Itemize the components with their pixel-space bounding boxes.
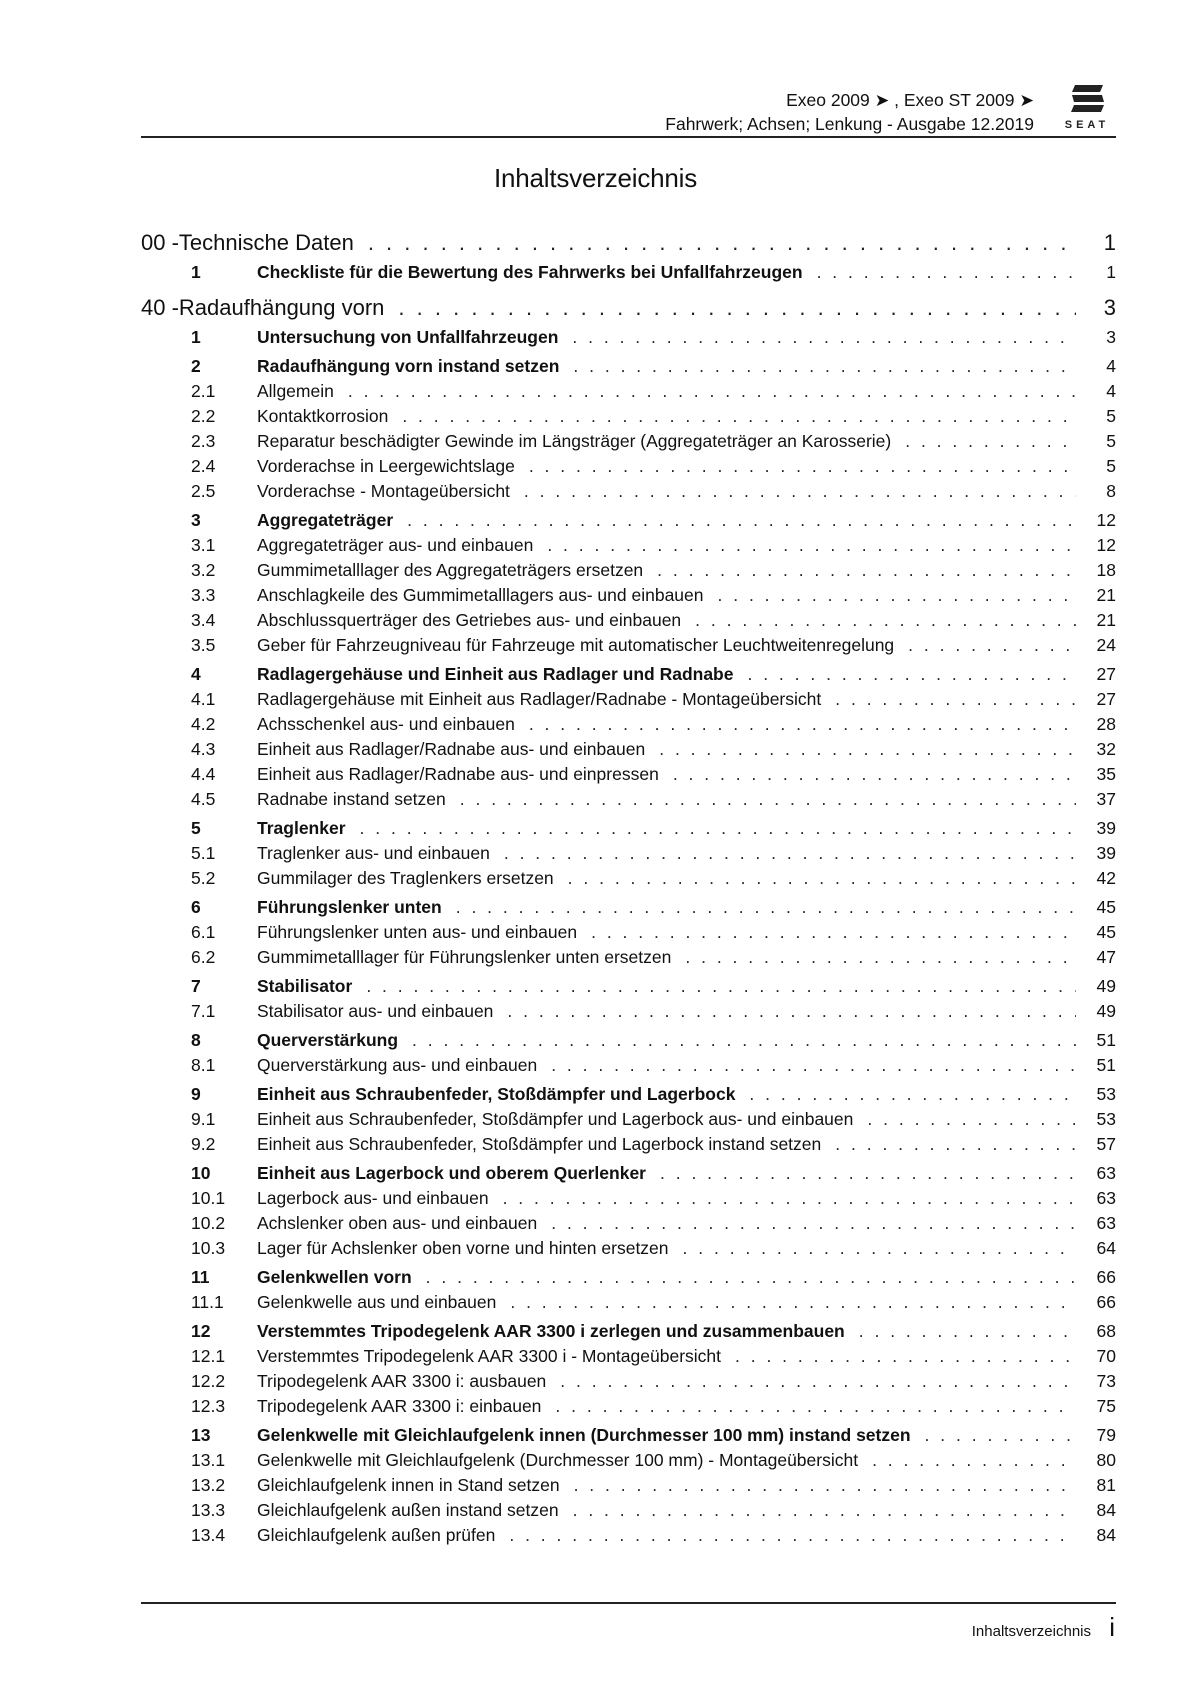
toc-entry-sub[interactable]: [141, 1134, 1116, 1159]
toc-entry-number: 4.1: [191, 689, 216, 709]
toc-entry-title: Gleichlaufgelenk außen instand setzen: [257, 1500, 559, 1520]
toc-entry-page: 84: [1096, 1500, 1116, 1520]
toc-entry-title: Gleichlaufgelenk außen prüfen: [257, 1525, 496, 1545]
toc-entry-chapter[interactable]: [141, 230, 1116, 260]
toc-entry-page: 35: [1096, 764, 1116, 784]
toc-entry-title: Führungslenker unten: [257, 897, 442, 917]
toc-entry-number: 4.5: [191, 789, 216, 809]
toc-entry-title: Radaufhängung vorn instand setzen: [257, 356, 560, 376]
toc-entry-title: Führungslenker unten aus- und einbauen: [257, 922, 578, 942]
toc-entry-title: Einheit aus Schraubenfeder, Stoßdämpfer und Lagerbock aus- und einbauen: [257, 1109, 854, 1129]
toc-entry-number: 40 -: [141, 295, 179, 320]
toc-entry-page: 49: [1096, 976, 1116, 996]
toc-entry-title: Gummilager des Traglenkers ersetzen: [257, 868, 554, 888]
toc-entry-sub[interactable]: [141, 764, 1116, 789]
toc-entry-number: 9.2: [191, 1134, 216, 1154]
toc-entry-section[interactable]: [141, 510, 1116, 535]
logo-text: SEAT: [1064, 119, 1110, 131]
toc-entry-sub[interactable]: [141, 1475, 1116, 1500]
header-manual-line: Fahrwerk; Achsen; Lenkung - Ausgabe 12.2019: [665, 114, 1034, 134]
toc-entry-sub[interactable]: [141, 868, 1116, 893]
table-of-contents: [141, 230, 1116, 1550]
toc-entry-sub[interactable]: [141, 689, 1116, 714]
toc-entry-page: 27: [1096, 664, 1116, 684]
toc-entry-number: 2.1: [191, 381, 216, 401]
toc-entry-section[interactable]: [141, 1030, 1116, 1055]
toc-entry-number: 12.3: [191, 1396, 226, 1416]
toc-entry-page: 53: [1096, 1109, 1116, 1129]
dot-leader: [460, 789, 1076, 810]
toc-entry-page: 73: [1096, 1371, 1116, 1391]
toc-entry-sub[interactable]: [141, 1001, 1116, 1026]
toc-entry-page: 51: [1096, 1030, 1116, 1050]
toc-entry-page: 66: [1096, 1267, 1116, 1287]
toc-entry-title: Untersuchung von Unfallfahrzeugen: [257, 327, 559, 347]
toc-entry-page: 37: [1096, 789, 1116, 809]
toc-entry-number: 12: [191, 1321, 211, 1341]
toc-entry-sub[interactable]: [141, 585, 1116, 610]
toc-entry-page: 42: [1096, 868, 1116, 888]
toc-entry-chapter[interactable]: [141, 295, 1116, 325]
dot-leader: [398, 295, 1076, 321]
dot-leader: [507, 1001, 1076, 1022]
toc-entry-title: Radlagergehäuse mit Einheit aus Radlager/Radnabe - Montageübersicht: [257, 689, 822, 709]
toc-entry-sub[interactable]: [141, 947, 1116, 972]
dot-leader: [407, 510, 1076, 531]
toc-entry-number: 9.1: [191, 1109, 216, 1129]
toc-entry-sub[interactable]: [141, 560, 1116, 585]
toc-entry-page: 66: [1096, 1292, 1116, 1312]
toc-entry-title: Verstemmtes Tripodegelenk AAR 3300 i zerlegen und zusammenbauen: [257, 1321, 845, 1341]
toc-entry-title: Gelenkwellen vorn: [257, 1267, 412, 1287]
toc-entry-number: 9: [191, 1084, 201, 1104]
toc-entry-number: 00 -: [141, 230, 179, 255]
toc-entry-page: 84: [1096, 1525, 1116, 1545]
toc-entry-title: Geber für Fahrzeugniveau für Fahrzeuge mit automatischer Leuchtweitenregelung: [257, 635, 895, 655]
dot-leader: [368, 230, 1076, 256]
toc-entry-title: Vorderachse in Leergewichtslage: [257, 456, 515, 476]
toc-entry-title: Traglenker aus- und einbauen: [257, 843, 490, 863]
toc-entry-page: 75: [1096, 1396, 1116, 1416]
toc-entry-title: Lager für Achslenker oben vorne und hinten ersetzen: [257, 1238, 669, 1258]
toc-entry-number: 8: [191, 1030, 201, 1050]
dot-leader: [905, 431, 1076, 452]
toc-entry-sub[interactable]: [141, 1525, 1116, 1550]
dot-leader: [749, 1084, 1076, 1105]
dot-leader: [925, 1425, 1076, 1446]
dot-leader: [360, 818, 1076, 839]
dot-leader: [547, 535, 1076, 556]
toc-entry-number: 10.2: [191, 1213, 226, 1233]
toc-entry-page: 28: [1096, 714, 1116, 734]
toc-entry-title: Technische Daten: [178, 230, 354, 255]
toc-entry-number: 3.1: [191, 535, 216, 555]
dot-leader: [551, 1055, 1076, 1076]
toc-entry-page: 51: [1096, 1055, 1116, 1075]
toc-entry-title: Gelenkwelle mit Gleichlaufgelenk (Durchmesser 100 mm) - Montageübersicht: [257, 1450, 859, 1470]
dot-leader: [573, 356, 1076, 377]
toc-entry-number: 2.4: [191, 456, 216, 476]
dot-leader: [529, 456, 1076, 477]
toc-entry-title: Achslenker oben aus- und einbauen: [257, 1213, 538, 1233]
toc-entry-page: 4: [1106, 356, 1116, 376]
dot-leader: [510, 1292, 1076, 1313]
toc-entry-number: 1: [191, 262, 201, 282]
toc-entry-section[interactable]: [141, 327, 1116, 352]
toc-entry-title: Tripodegelenk AAR 3300 i: einbauen: [257, 1396, 542, 1416]
toc-entry-sub[interactable]: [141, 635, 1116, 660]
toc-entry-page: 5: [1106, 406, 1116, 426]
toc-entry-page: 64: [1096, 1238, 1116, 1258]
dot-leader: [555, 1396, 1076, 1417]
toc-entry-sub[interactable]: [141, 1450, 1116, 1475]
toc-entry-title: Einheit aus Schraubenfeder, Stoßdämpfer und Lagerbock: [257, 1084, 736, 1104]
toc-entry-sub[interactable]: [141, 922, 1116, 947]
toc-entry-title: Gummimetalllager des Aggregateträgers ersetzen: [257, 560, 644, 580]
toc-entry-sub[interactable]: [141, 1055, 1116, 1080]
dot-leader: [835, 1134, 1076, 1155]
toc-entry-page: 24: [1096, 635, 1116, 655]
toc-entry-sub[interactable]: [141, 1371, 1116, 1396]
toc-entry-number: 2.3: [191, 431, 216, 451]
dot-leader: [673, 764, 1076, 785]
toc-entry-number: 1: [191, 327, 201, 347]
toc-entry-page: 1: [1106, 262, 1116, 282]
toc-entry-sub[interactable]: [141, 1396, 1116, 1421]
dot-leader: [685, 947, 1076, 968]
header-text: [665, 88, 1034, 136]
toc-entry-page: 79: [1096, 1425, 1116, 1445]
toc-entry-title: Aggregateträger aus- und einbauen: [257, 535, 534, 555]
toc-entry-number: 6: [191, 897, 201, 917]
toc-entry-title: Abschlussquerträger des Getriebes aus- und einbauen: [257, 610, 682, 630]
toc-entry-number: 3: [191, 510, 201, 530]
toc-entry-page: 32: [1096, 739, 1116, 759]
toc-entry-title: Achsschenkel aus- und einbauen: [257, 714, 515, 734]
toc-entry-page: 5: [1106, 456, 1116, 476]
toc-entry-number: 7.1: [191, 1001, 216, 1021]
toc-entry-number: 11.1: [191, 1292, 224, 1312]
dot-leader: [735, 1346, 1076, 1367]
toc-entry-number: 5.1: [191, 843, 216, 863]
toc-entry-sub[interactable]: [141, 739, 1116, 764]
toc-entry-section[interactable]: [141, 976, 1116, 1001]
toc-entry-page: 39: [1096, 818, 1116, 838]
toc-entry-title: Gelenkwelle aus und einbauen: [257, 1292, 497, 1312]
toc-entry-title: Radlagergehäuse und Einheit aus Radlager und Radnabe: [257, 664, 734, 684]
toc-entry-title: Gelenkwelle mit Gleichlaufgelenk innen (Durchmesser 100 mm) instand setzen: [257, 1425, 911, 1445]
toc-entry-title: Einheit aus Radlager/Radnabe aus- und einpressen: [257, 764, 659, 784]
dot-leader: [524, 481, 1076, 502]
dot-leader: [867, 1109, 1076, 1130]
dot-leader: [551, 1213, 1076, 1234]
toc-entry-title: Reparatur beschädigter Gewinde im Längsträger (Aggregateträger an Karosserie): [257, 431, 892, 451]
toc-entry-page: 57: [1096, 1134, 1116, 1154]
toc-entry-sub[interactable]: [141, 1109, 1116, 1134]
dot-leader: [426, 1267, 1076, 1288]
toc-entry-sub[interactable]: [141, 1238, 1116, 1263]
page-title: Inhaltsverzeichnis: [493, 163, 698, 193]
toc-entry-title: Tripodegelenk AAR 3300 i: ausbauen: [257, 1371, 547, 1391]
toc-entry-page: 1: [1103, 230, 1116, 255]
toc-entry-number: 5.2: [191, 868, 216, 888]
toc-entry-section[interactable]: [141, 1163, 1116, 1188]
dot-leader: [859, 1321, 1076, 1342]
dot-leader: [529, 714, 1076, 735]
dot-leader: [718, 585, 1077, 606]
toc-entry-title: Traglenker: [257, 818, 346, 838]
toc-entry-section[interactable]: [141, 262, 1116, 287]
toc-entry-sub[interactable]: [141, 406, 1116, 431]
dot-leader: [574, 1475, 1076, 1496]
toc-entry-page: 39: [1096, 843, 1116, 863]
toc-entry-number: 11: [191, 1267, 210, 1287]
dot-leader: [659, 739, 1076, 760]
page-header: [141, 82, 1116, 138]
toc-entry-number: 7: [191, 976, 201, 996]
toc-entry-number: 3.5: [191, 635, 216, 655]
toc-entry-sub[interactable]: [141, 481, 1116, 506]
dot-leader: [572, 327, 1076, 348]
dot-leader: [747, 664, 1076, 685]
dot-leader: [660, 1163, 1076, 1184]
toc-entry-page: 5: [1106, 431, 1116, 451]
toc-entry-title: Vorderachse - Montageübersicht: [257, 481, 510, 501]
toc-entry-page: 63: [1096, 1213, 1116, 1233]
toc-entry-title: Querverstärkung: [257, 1030, 399, 1050]
toc-entry-page: 63: [1096, 1188, 1116, 1208]
toc-entry-title: Radaufhängung vorn: [178, 295, 385, 320]
toc-entry-section[interactable]: [141, 897, 1116, 922]
toc-entry-page: 12: [1096, 535, 1116, 555]
toc-entry-number: 6.1: [191, 922, 216, 942]
toc-entry-sub[interactable]: [141, 381, 1116, 406]
toc-entry-title: Einheit aus Schraubenfeder, Stoßdämpfer und Lagerbock instand setzen: [257, 1134, 822, 1154]
toc-entry-sub[interactable]: [141, 1346, 1116, 1371]
toc-entry-title: Querverstärkung aus- und einbauen: [257, 1055, 538, 1075]
toc-entry-page: 4: [1106, 381, 1116, 401]
toc-entry-sub[interactable]: [141, 714, 1116, 739]
toc-entry-page: 63: [1096, 1163, 1116, 1183]
toc-entry-page: 47: [1096, 947, 1116, 967]
toc-entry-section[interactable]: [141, 1321, 1116, 1346]
toc-entry-page: 3: [1106, 327, 1116, 347]
toc-entry-number: 2.5: [191, 481, 216, 501]
toc-entry-number: 13: [191, 1425, 211, 1445]
toc-entry-page: 21: [1096, 585, 1116, 605]
toc-entry-sub[interactable]: [141, 1500, 1116, 1525]
toc-entry-page: 3: [1103, 295, 1116, 320]
dot-leader: [348, 381, 1076, 402]
toc-entry-page: 21: [1096, 610, 1116, 630]
toc-entry-title: Verstemmtes Tripodegelenk AAR 3300 i - Montageübersicht: [257, 1346, 721, 1366]
toc-entry-title: Radnabe instand setzen: [257, 789, 446, 809]
toc-entry-section[interactable]: [141, 1267, 1116, 1292]
toc-entry-number: 12.2: [191, 1371, 226, 1391]
dot-leader: [503, 1188, 1076, 1209]
toc-entry-number: 13.4: [191, 1525, 226, 1545]
toc-entry-page: 27: [1096, 689, 1116, 709]
toc-entry-title: Aggregateträger: [257, 510, 394, 530]
footer-label: Inhaltsverzeichnis: [971, 1623, 1091, 1640]
dot-leader: [591, 922, 1076, 943]
toc-entry-number: 13.1: [191, 1450, 226, 1470]
dot-leader: [817, 262, 1076, 283]
dot-leader: [908, 635, 1076, 656]
toc-entry-sub[interactable]: [141, 610, 1116, 635]
dot-leader: [509, 1525, 1076, 1546]
toc-entry-number: 4.3: [191, 739, 216, 759]
toc-entry-number: 6.2: [191, 947, 216, 967]
toc-entry-title: Einheit aus Radlager/Radnabe aus- und einbauen: [257, 739, 646, 759]
toc-entry-sub[interactable]: [141, 1213, 1116, 1238]
header-divider: [141, 136, 1116, 138]
dot-leader: [456, 897, 1076, 918]
toc-entry-page: 80: [1096, 1450, 1116, 1470]
toc-entry-title: Allgemein: [257, 381, 334, 401]
toc-entry-number: 2: [191, 356, 201, 376]
dot-leader: [402, 406, 1076, 427]
toc-entry-sub[interactable]: [141, 431, 1116, 456]
toc-entry-number: 10.1: [191, 1188, 226, 1208]
toc-entry-number: 12.1: [191, 1346, 226, 1366]
footer-divider: [141, 1602, 1116, 1604]
toc-entry-number: 2.2: [191, 406, 216, 426]
toc-entry-title: Gleichlaufgelenk innen in Stand setzen: [257, 1475, 560, 1495]
toc-entry-title: Stabilisator aus- und einbauen: [257, 1001, 494, 1021]
toc-entry-page: 18: [1096, 560, 1116, 580]
dot-leader: [366, 976, 1076, 997]
toc-entry-number: 4: [191, 664, 201, 684]
footer-page-number: i: [1109, 1612, 1115, 1642]
toc-entry-number: 13.2: [191, 1475, 226, 1495]
toc-entry-page: 68: [1096, 1321, 1116, 1341]
header-vehicle-line: Exeo 2009 ➤ , Exeo ST 2009 ➤: [786, 90, 1034, 110]
toc-entry-page: 81: [1096, 1475, 1116, 1495]
toc-entry-number: 3.3: [191, 585, 216, 605]
dot-leader: [872, 1450, 1076, 1471]
toc-entry-section[interactable]: [141, 356, 1116, 381]
dot-leader: [657, 560, 1076, 581]
toc-entry-section[interactable]: [141, 1425, 1116, 1450]
dot-leader: [835, 689, 1076, 710]
toc-entry-title: Lagerbock aus- und einbauen: [257, 1188, 489, 1208]
toc-entry-page: 70: [1096, 1346, 1116, 1366]
toc-entry-number: 3.2: [191, 560, 216, 580]
toc-entry-title: Einheit aus Lagerbock und oberem Querlenker: [257, 1163, 646, 1183]
toc-entry-page: 45: [1096, 922, 1116, 942]
toc-entry-sub[interactable]: [141, 535, 1116, 560]
dot-leader: [573, 1500, 1076, 1521]
dot-leader: [568, 868, 1076, 889]
toc-entry-sub[interactable]: [141, 456, 1116, 481]
toc-entry-page: 12: [1096, 510, 1116, 530]
toc-entry-sub[interactable]: [141, 1292, 1116, 1317]
dot-leader: [560, 1371, 1076, 1392]
toc-entry-page: 45: [1096, 897, 1116, 917]
dot-leader: [695, 610, 1076, 631]
toc-entry-number: 10.3: [191, 1238, 226, 1258]
toc-entry-page: 8: [1106, 481, 1116, 501]
seat-s-logo-icon: [1058, 82, 1116, 132]
dot-leader: [504, 843, 1076, 864]
dot-leader: [683, 1238, 1076, 1259]
dot-leader: [412, 1030, 1076, 1051]
toc-entry-title: Gummimetalllager für Führungslenker unten ersetzen: [257, 947, 672, 967]
toc-entry-number: 5: [191, 818, 201, 838]
toc-entry-sub[interactable]: [141, 789, 1116, 814]
toc-entry-number: 8.1: [191, 1055, 216, 1075]
toc-entry-page: 53: [1096, 1084, 1116, 1104]
toc-entry-sub[interactable]: [141, 843, 1116, 868]
toc-entry-number: 4.2: [191, 714, 216, 734]
toc-entry-section[interactable]: [141, 664, 1116, 689]
toc-entry-number: 4.4: [191, 764, 216, 784]
toc-entry-number: 3.4: [191, 610, 216, 630]
toc-entry-title: Checkliste für die Bewertung des Fahrwerks bei Unfallfahrzeugen: [257, 262, 803, 282]
toc-entry-number: 13.3: [191, 1500, 226, 1520]
toc-entry-title: Stabilisator: [257, 976, 353, 996]
toc-entry-number: 10: [191, 1163, 211, 1183]
toc-entry-title: Kontaktkorrosion: [257, 406, 389, 426]
toc-entry-section[interactable]: [141, 818, 1116, 843]
toc-entry-page: 49: [1096, 1001, 1116, 1021]
toc-entry-section[interactable]: [141, 1084, 1116, 1109]
toc-entry-sub[interactable]: [141, 1188, 1116, 1213]
toc-entry-title: Anschlagkeile des Gummimetalllagers aus- und einbauen: [257, 585, 704, 605]
